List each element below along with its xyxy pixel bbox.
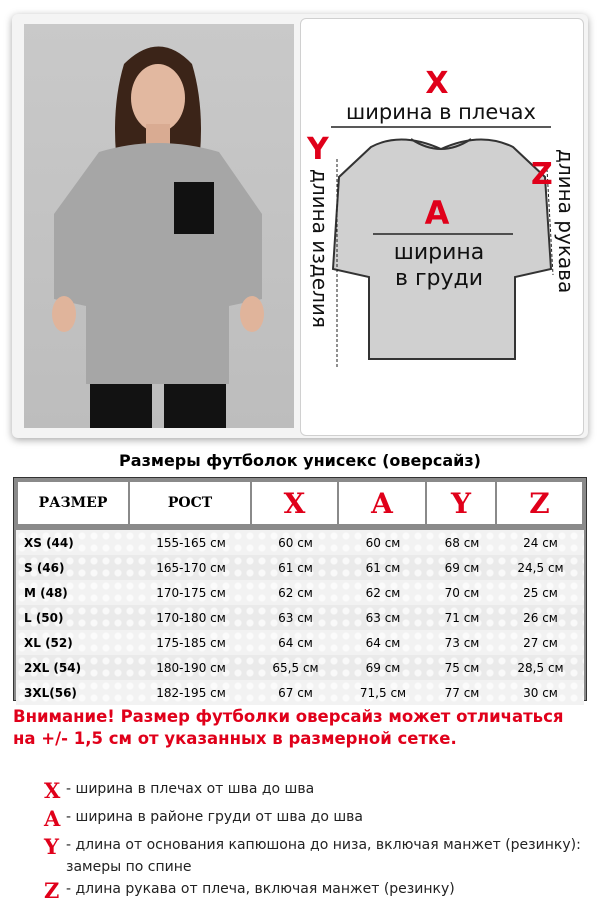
header-height: РОСТ <box>130 482 252 524</box>
legend-text-a: - ширина в районе груди от шва до шва <box>66 809 363 825</box>
cell-a: 60 см <box>365 535 401 550</box>
cell-z: 28,5 см <box>517 660 564 675</box>
legend-text-z: - длина рукава от плеча, включая манжет (резинку) <box>66 881 455 897</box>
legend-key-a: A <box>44 806 61 831</box>
cell-x: 64 см <box>278 635 313 650</box>
cell-z: 26 см <box>523 610 558 625</box>
cell-size: S (46) <box>24 560 65 575</box>
product-photo <box>24 24 294 428</box>
length-label: длина изделия <box>308 169 332 328</box>
cell-z: 24 см <box>523 535 558 550</box>
cell-height: 165-170 см <box>156 560 226 575</box>
size-table-title: Размеры футболок унисекс (оверсайз) <box>119 451 481 470</box>
cell-z: 25 см <box>523 585 558 600</box>
table-body <box>16 530 584 705</box>
cell-height: 170-175 см <box>156 585 226 600</box>
cell-x: 65,5 см <box>272 660 319 675</box>
letter-x: X <box>425 66 449 101</box>
cell-a: 63 см <box>365 610 401 625</box>
cell-a: 71,5 см <box>359 685 407 700</box>
cell-y: 75 см <box>444 660 480 675</box>
cell-z: 24,5 см <box>517 560 564 575</box>
header-a: A <box>339 482 427 524</box>
size-diagram <box>300 18 584 436</box>
header-x: X <box>252 482 339 524</box>
cell-x: 61 см <box>278 560 313 575</box>
table-row <box>16 530 584 555</box>
shoulder-label: ширина в плечах <box>346 100 536 124</box>
cell-a: 64 см <box>365 635 401 650</box>
cell-height: 182-195 см <box>156 685 226 700</box>
cell-height: 155-165 см <box>156 535 226 550</box>
letter-a: A <box>424 194 450 232</box>
table-row <box>16 680 584 705</box>
cell-x: 60 см <box>278 535 313 550</box>
cell-size: 3XL(56) <box>24 685 77 700</box>
table-row <box>16 555 584 580</box>
cell-y: 77 см <box>444 685 480 700</box>
size-table <box>13 477 587 701</box>
legend-item-z <box>44 878 586 903</box>
letter-z: Z <box>531 157 553 192</box>
cell-size: XL (52) <box>24 635 73 650</box>
cell-y: 73 см <box>444 635 480 650</box>
cell-a: 69 см <box>365 660 401 675</box>
cell-size: XS (44) <box>24 535 74 550</box>
header-z: Z <box>529 486 550 520</box>
table-header <box>18 482 582 524</box>
cell-x: 67 см <box>278 685 313 700</box>
header-y: Y <box>427 482 497 524</box>
cell-y: 69 см <box>444 560 480 575</box>
legend-item-x <box>44 778 586 803</box>
chest-label-line1: ширина <box>393 240 485 265</box>
header-size: РАЗМЕР <box>18 482 130 524</box>
legend-item-a <box>44 806 586 831</box>
cell-size: 2XL (54) <box>24 660 82 675</box>
cell-y: 68 см <box>444 535 480 550</box>
legend-item-y <box>44 834 586 878</box>
cell-size: L (50) <box>24 610 64 625</box>
chest-label-line2: в груди <box>394 266 484 291</box>
cell-a: 61 см <box>365 560 401 575</box>
table-row <box>16 605 584 630</box>
cell-y: 70 см <box>444 585 480 600</box>
cell-a: 62 см <box>365 585 401 600</box>
cell-height: 175-185 см <box>156 635 226 650</box>
cell-height: 170-180 см <box>156 610 226 625</box>
table-row <box>16 630 584 655</box>
cell-size: M (48) <box>24 585 68 600</box>
cell-x: 63 см <box>278 610 313 625</box>
legend-text-y: - длина от основания капюшона до низа, включая манжет (резинку): замеры по спине <box>66 837 581 875</box>
sleeve-label: длина рукава <box>554 149 578 294</box>
table-row <box>16 655 584 680</box>
cell-x: 62 см <box>278 585 313 600</box>
warning-note: Внимание! Размер футболки оверсайз может отличаться на +/- 1,5 см от указанных в размерной сетке. <box>13 707 564 748</box>
legend-key-y: Y <box>44 834 59 859</box>
legend-text-x: - ширина в плечах от шва до шва <box>66 781 315 797</box>
table-row <box>16 580 584 605</box>
letter-y: Y <box>307 132 329 167</box>
cell-height: 180-190 см <box>156 660 226 675</box>
legend-key-z: Z <box>44 878 60 903</box>
cell-z: 30 см <box>523 685 558 700</box>
cell-y: 71 см <box>444 610 480 625</box>
legend-key-x: X <box>44 778 61 803</box>
cell-z: 27 см <box>523 635 558 650</box>
